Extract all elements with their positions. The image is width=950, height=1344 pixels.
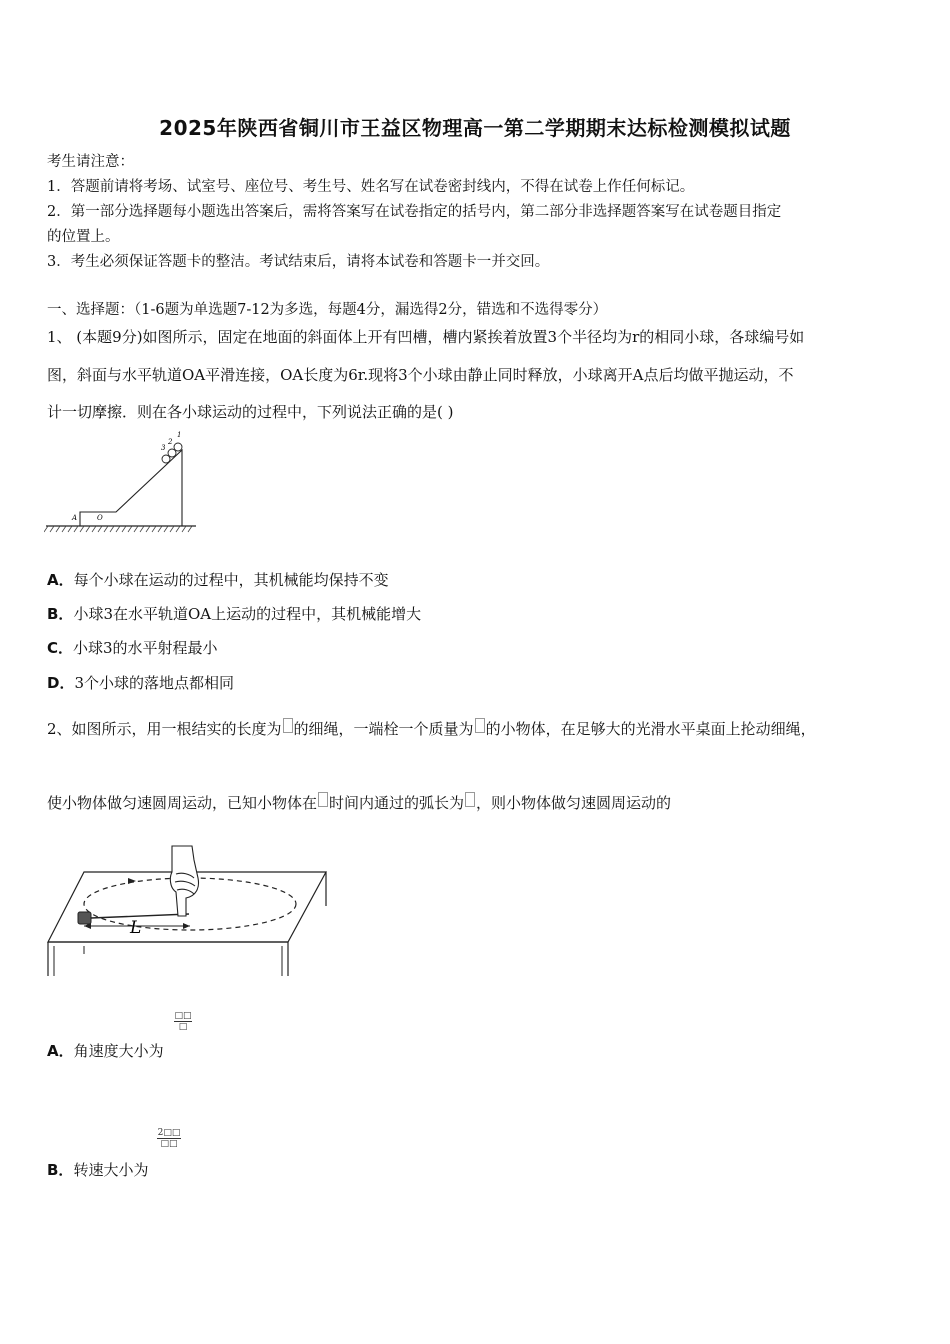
page-title: 2025年陕西省铜川市王益区物理高一第二学期期末达标检测模拟试题 (159, 116, 791, 140)
label-o: O (97, 514, 103, 522)
placeholder-box (318, 792, 328, 807)
q2-option-b-fraction: 2□□ □□ (157, 1128, 181, 1149)
placeholder-box (465, 792, 475, 807)
q1-option-b[interactable]: B．小球3在水平轨道OA上运动的过程中，其机械能增大 (47, 605, 422, 623)
ground-hatching (44, 526, 192, 532)
q1-option-a[interactable]: A．每个小球在运动的过程中，其机械能均保持不变 (47, 571, 389, 589)
label-l: L (130, 918, 142, 938)
q2-text-line-1: 2、如图所示，用一根结实的长度为 的细绳，一端栓一个质量为 的小物体，在足够大的光滑水平桌面上抡动细绳， (47, 720, 816, 738)
q2-option-b[interactable]: B．转速大小为 (47, 1161, 149, 1179)
q1-incline-figure (44, 430, 204, 536)
placeholder-box (475, 718, 485, 733)
ball-number-3: 3 (161, 444, 166, 452)
notice-heading: 考生请注意： (47, 154, 134, 170)
ball-2 (168, 449, 176, 457)
ball-number-2: 2 (168, 438, 173, 446)
label-a: A (72, 514, 78, 522)
q2-option-a-fraction: □□ □ (174, 1011, 192, 1032)
small-object (78, 912, 91, 924)
q1-text-line-1: 1、 (本题9分)如图所示，固定在地面的斜面体上开有凹槽，槽内紧挨着放置3个半径均为r的相同小球，各球编号如 (47, 328, 805, 346)
notice-item-1: 1．答题前请将考场、试室号、座位号、考生号、姓名写在试卷密封线内，不得在试卷上作任何标记。 (47, 179, 695, 195)
placeholder-box (283, 718, 293, 733)
notice-item-2: 2．第一部分选择题每小题选出答案后，需将答案写在试卷指定的括号内，第二部分非选择题答案写在试卷题目指定 (47, 204, 782, 220)
ball-number-1: 1 (177, 431, 182, 439)
q2-table-figure (44, 842, 334, 982)
q1-text-line-2: 图，斜面与水平轨道OA平滑连接，OA长度为6r.现将3个小球由静止同时释放，小球离开A点后均做平抛运动，不 (47, 366, 794, 384)
q2-option-a[interactable]: A．角速度大小为 (47, 1042, 164, 1060)
notice-item-3: 3．考生必须保证答题卡的整洁。考试结束后，请将本试卷和答题卡一并交回。 (47, 254, 550, 270)
q1-text-line-3: 计一切摩擦．则在各小球运动的过程中，下列说法正确的是( ) (47, 403, 454, 421)
section-heading: 一、选择题：（1-6题为单选题7-12为多选，每题4分，漏选得2分，错选和不选得零分） (47, 302, 608, 318)
q1-option-d[interactable]: D．3个小球的落地点都相同 (47, 674, 234, 692)
ball-3 (162, 455, 170, 463)
notice-item-2-cont: 的位置上。 (47, 229, 120, 245)
q2-text-line-2: 使小物体做匀速圆周运动，已知小物体在 时间内通过的弧长为 ，则小物体做匀速圆周运动的 (47, 794, 672, 812)
ball-1 (174, 443, 182, 451)
q1-option-c[interactable]: C．小球3的水平射程最小 (47, 639, 218, 657)
